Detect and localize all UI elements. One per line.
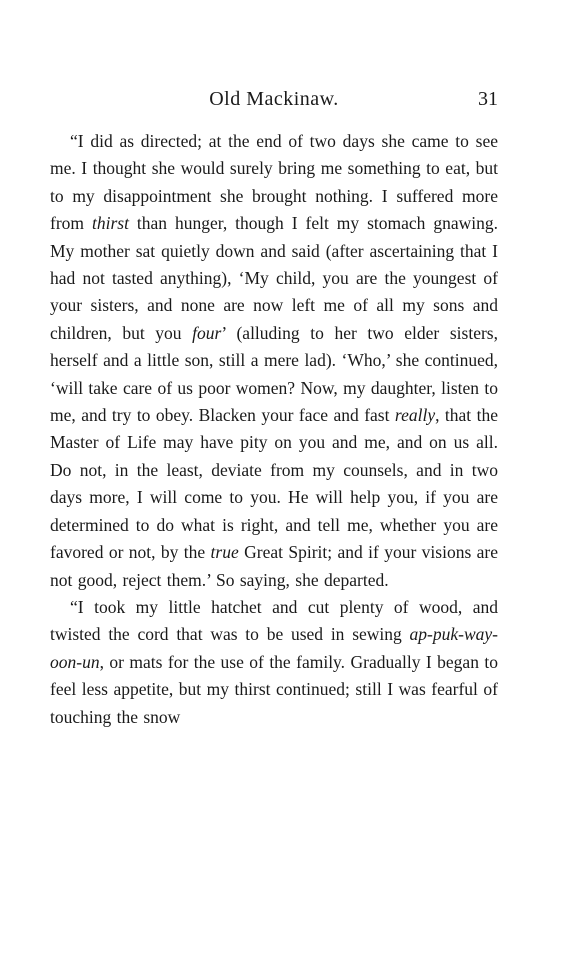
text-run: Great Spirit; and if your visions are not good, reject them.’ So saying, she departed.	[50, 542, 498, 590]
body-text	[50, 128, 498, 731]
italic-phrase: true	[210, 542, 239, 563]
page-number: 31	[478, 88, 498, 110]
running-title: Old Mackinaw.	[209, 88, 339, 110]
paragraph	[50, 594, 498, 731]
running-head	[50, 88, 498, 118]
text-run: “I did as directed; at the end of two days she came to see me. I thought she would surely bring me something to eat, but to my disappointment she brought nothing. I suffered more from	[50, 131, 498, 234]
italic-phrase: really	[394, 405, 436, 426]
paragraph	[50, 128, 498, 594]
italic-phrase: ap-puk-way-oon-un	[50, 624, 498, 672]
text-run: , that the Master of Life may have pity on you and me, and on us all. Do not, in the least, deviate from my counsels, and in two days more, I will come to you. He will help you, if you are determined to do what is right, and tell me, whether you are favored or not, by the	[50, 405, 498, 563]
italic-phrase: four	[192, 322, 222, 343]
italic-phrase: thirst	[91, 213, 129, 234]
text-run: , or mats for the use of the family. Gradually I began to feel less appetite, but my thirst continued; still I was fearful of touching the snow	[50, 651, 498, 727]
text-run: than hunger, though I felt my stomach gnawing. My mother sat quietly down and said (after ascertaining that I had not tasted anything), ‘My child, you are the youngest of your sisters, and none are now left me of all my sons and children, but you	[50, 213, 498, 343]
text-run: ’ (alluding to her two elder sisters, herself and a little son, still a mere lad). ‘Who,’ she continued, ‘will take care of us poor women? Now, my daughter, listen to me, and try to obey. Blacken your face and fast	[50, 322, 499, 426]
text-run: “I took my little hatchet and cut plenty of wood, and twisted the cord that was to be used in sewing	[50, 596, 498, 645]
